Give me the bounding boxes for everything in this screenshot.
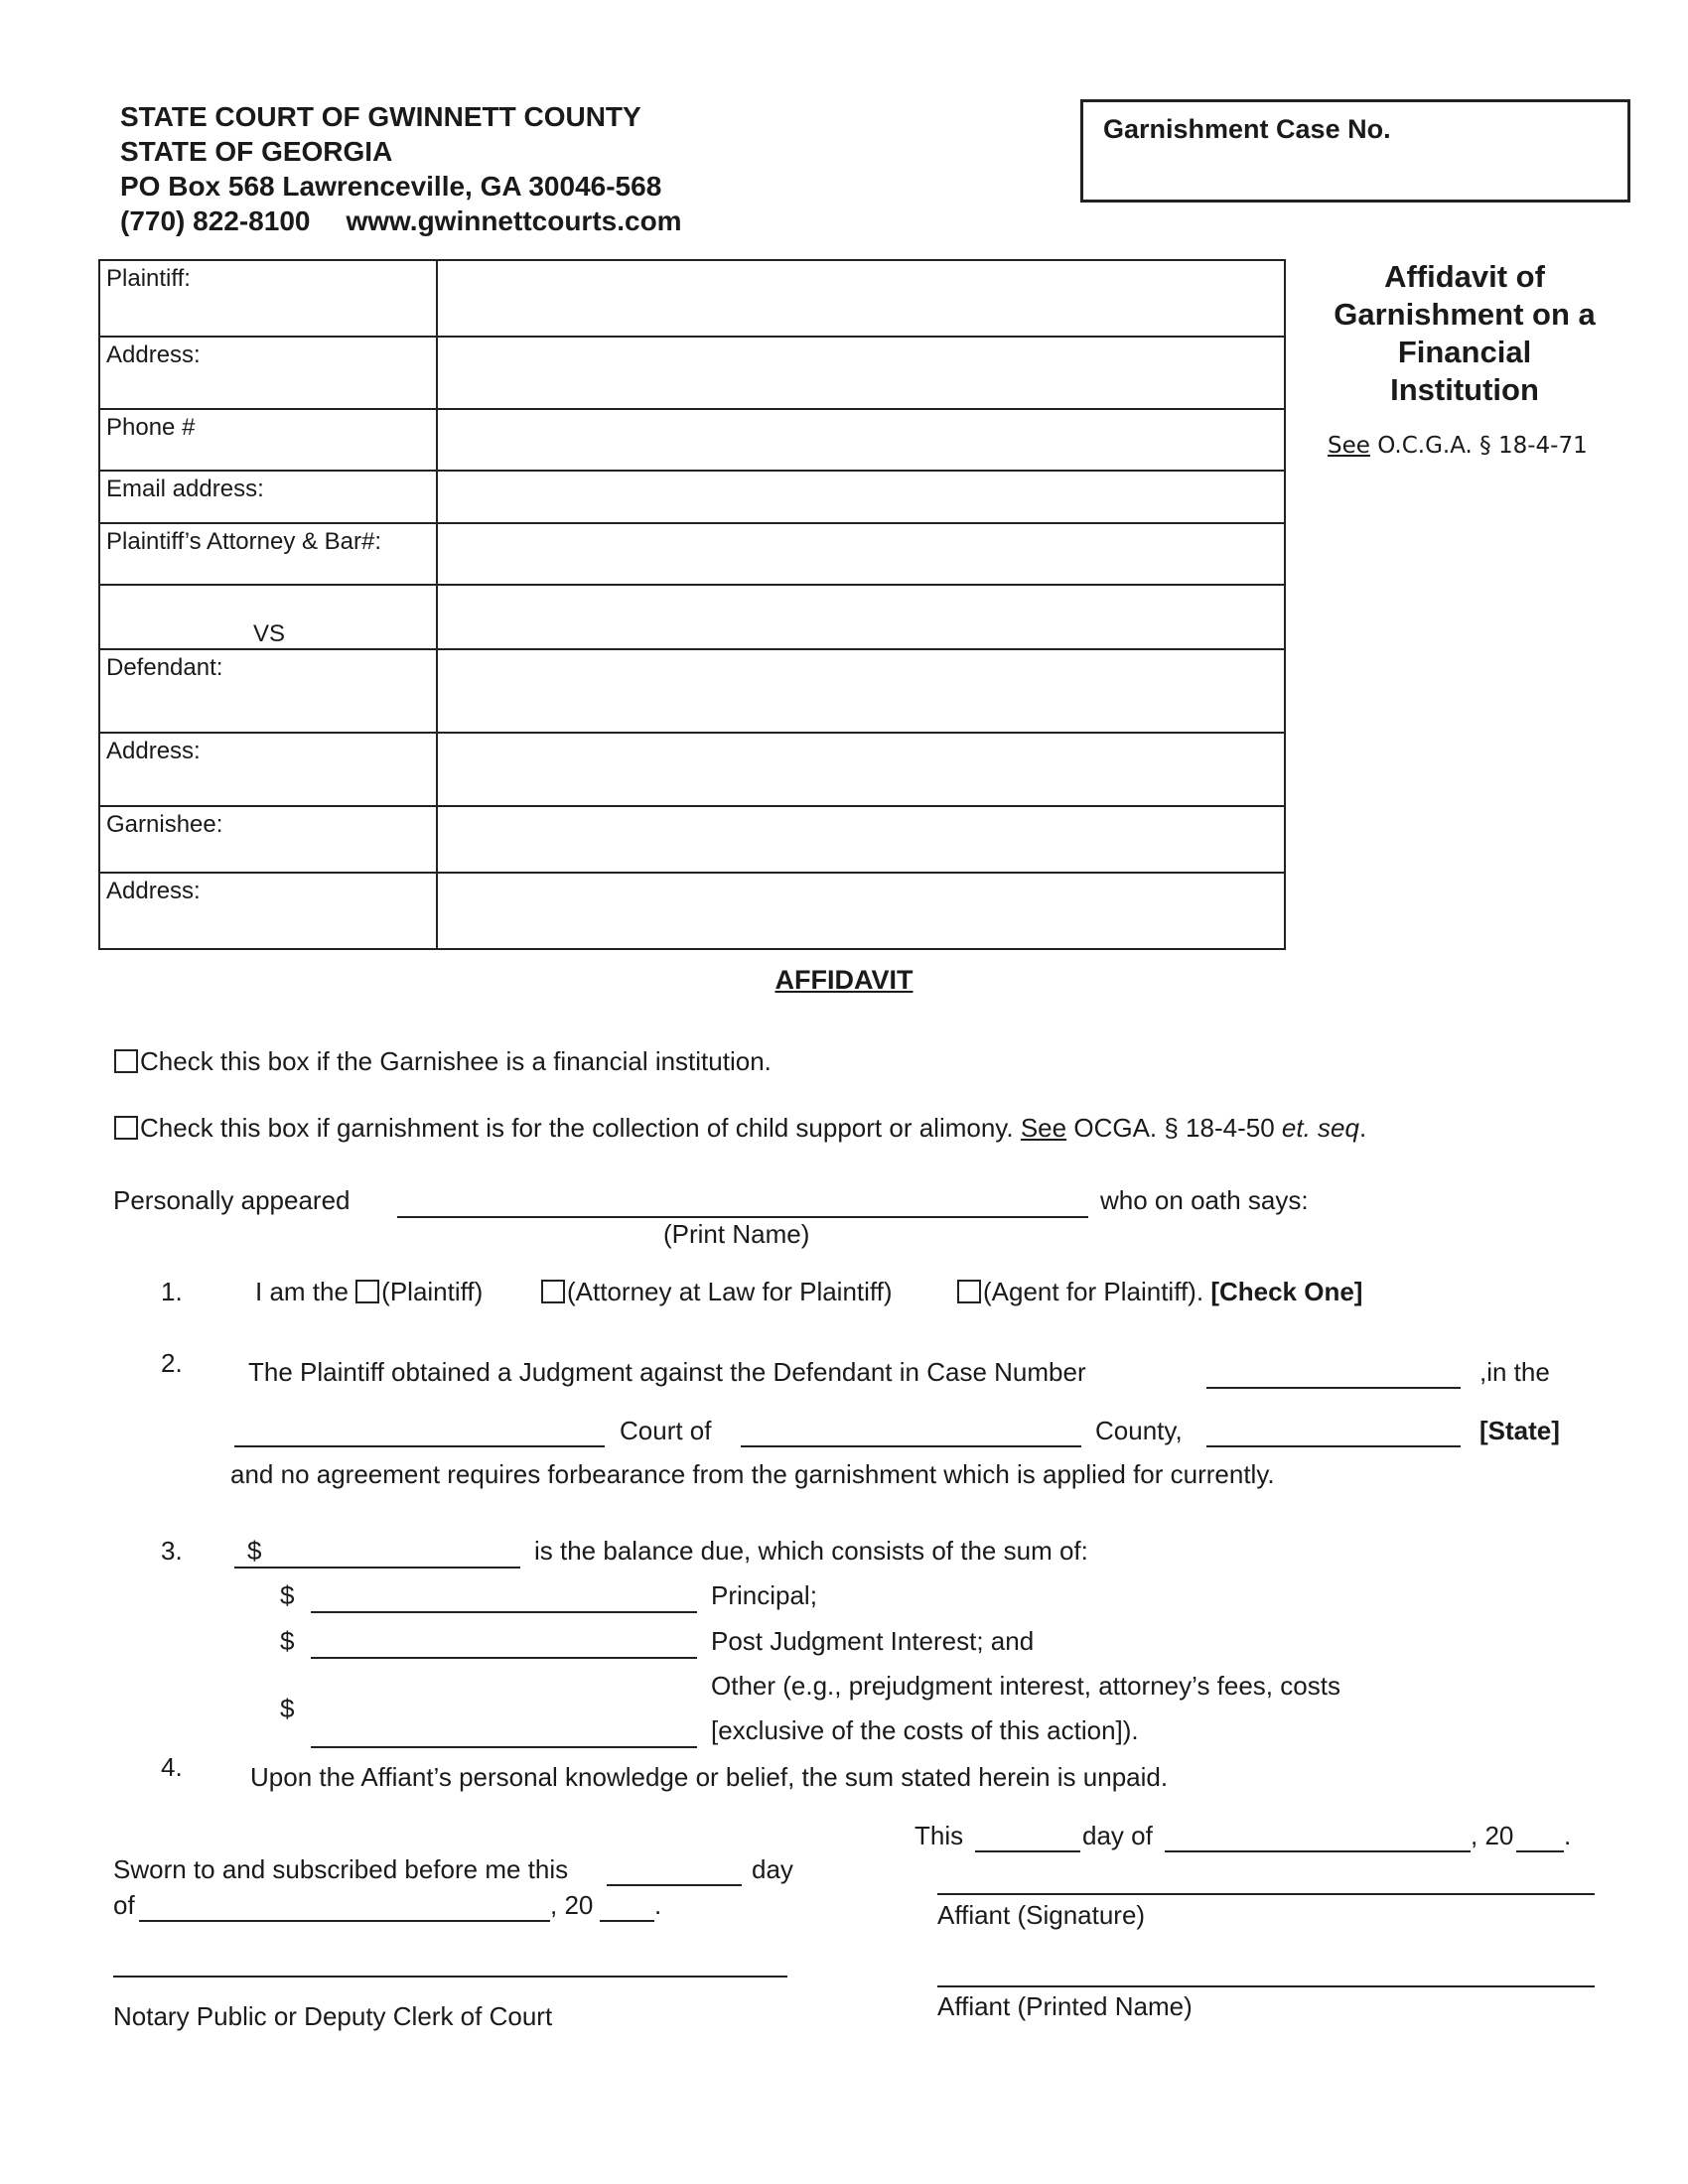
day-of-label: day of [1082,1821,1153,1850]
item-2-number: 2. [161,1348,183,1378]
sworn-day-field[interactable] [607,1884,742,1886]
child-support-etseq: et. seq [1281,1113,1359,1143]
agent-role-row [957,1277,1362,1307]
form-title-line: Institution [1390,372,1539,407]
court-address: PO Box 568 Lawrenceville, GA 30046-568 [120,171,662,202]
attorney-role-checkbox[interactable] [541,1280,565,1303]
statute-code: O.C.G.A. § 18-4-71 [1377,433,1588,459]
this-label: This [914,1821,964,1850]
vs-field[interactable] [437,585,1285,649]
other-dollar-sign: $ [280,1694,295,1723]
notary-label: Notary Public or Deputy Clerk of Court [113,2001,553,2031]
table-row [99,471,1285,523]
item-4-number: 4. [161,1752,183,1782]
item-3-number: 3. [161,1536,183,1566]
balance-due-field[interactable] [234,1567,520,1569]
child-support-statute: OCGA. § 18-4-50 [1073,1113,1275,1143]
court-of-label: Court of [620,1416,712,1445]
post-judgment-interest-field[interactable] [311,1657,697,1659]
child-support-label: Check this box if garnishment is for the collection of child support or alimony. [140,1113,1014,1143]
agent-role-checkbox[interactable] [957,1280,981,1303]
sworn-label: Sworn to and subscribed before me this [113,1854,569,1884]
affidavit-title [0,965,1688,996]
check-one-label: [Check One] [1210,1277,1363,1306]
affiant-name-field[interactable] [397,1216,1088,1218]
case-number-label: Garnishment Case No. [1103,114,1391,144]
day-label: day [752,1854,793,1884]
court-state: STATE OF GEORGIA [120,136,393,167]
court-contact [120,204,682,238]
table-row [99,649,1285,733]
affiant-month-field[interactable] [1165,1850,1471,1852]
county-label: County, [1095,1416,1183,1445]
principal-field[interactable] [311,1611,697,1613]
county-field[interactable] [741,1445,1081,1447]
year-prefix: , 20 [1471,1821,1514,1850]
defendant-address-field[interactable] [437,733,1285,806]
garnishee-address-field[interactable] [437,873,1285,949]
email-label: Email address: [99,471,437,523]
form-title-line: Garnishment on a [1334,297,1596,332]
table-row [99,260,1285,337]
plaintiff-field[interactable] [437,260,1285,337]
form-title-line: Financial [1397,335,1532,369]
affiant-year-field[interactable] [1516,1850,1564,1852]
of-label: of [113,1890,135,1920]
plaintiff-address-label: Address: [99,337,437,409]
garnishee-field[interactable] [437,806,1285,873]
other-label: Other (e.g., prejudgment interest, attorney’s fees, costs [711,1671,1340,1701]
principal-label: Principal; [711,1580,817,1610]
other-label-continued: [exclusive of the costs of this action]). [711,1715,1139,1745]
financial-institution-row [114,1046,772,1077]
sworn-year-field[interactable] [600,1920,654,1922]
form-title-line: Affidavit of [1384,259,1545,294]
table-row [99,873,1285,949]
affiant-printed-name-label: Affiant (Printed Name) [937,1991,1193,2021]
agent-role-label: (Agent for Plaintiff). [983,1277,1204,1306]
defendant-address-label: Address: [99,733,437,806]
child-support-checkbox[interactable] [114,1116,138,1140]
plaintiff-address-field[interactable] [437,337,1285,409]
child-support-see: See [1020,1113,1067,1143]
other-costs-field[interactable] [311,1746,697,1748]
affidavit-title-text: AFFIDAVIT [774,965,914,995]
table-row [99,409,1285,471]
phone-label: Phone # [99,409,437,471]
item-1-number: 1. [161,1277,183,1306]
attorney-field[interactable] [437,523,1285,585]
table-row [99,806,1285,873]
case-number-field[interactable] [1206,1387,1461,1389]
principal-dollar-sign: $ [280,1580,295,1610]
defendant-field[interactable] [437,649,1285,733]
attorney-role-label: (Attorney at Law for Plaintiff) [567,1277,893,1306]
affiant-signature-label: Affiant (Signature) [937,1900,1146,1930]
balance-label: is the balance due, which consists of the sum of: [534,1536,1088,1566]
state-field[interactable] [1206,1445,1461,1447]
table-row [99,733,1285,806]
item-2-text: The Plaintiff obtained a Judgment against the Defendant in Case Number [248,1357,1086,1387]
appeared-label: Personally appeared [113,1185,351,1215]
financial-institution-checkbox[interactable] [114,1049,138,1073]
court-header [120,99,682,238]
plaintiff-role-label: (Plaintiff) [381,1277,484,1306]
table-row [99,523,1285,585]
table-row [99,337,1285,409]
financial-institution-label: Check this box if the Garnishee is a financial institution. [140,1046,772,1076]
item-4-text: Upon the Affiant’s personal knowledge or belief, the sum stated herein is unpaid. [250,1762,1169,1792]
balance-dollar-sign: $ [247,1536,262,1566]
notary-signature-line[interactable] [113,1976,787,1978]
phone-field[interactable] [437,409,1285,471]
item-2-forbearance: and no agreement requires forbearance from the garnishment which is applied for currently. [230,1459,1275,1489]
item-1-row [255,1277,483,1307]
email-field[interactable] [437,471,1285,523]
post-judgment-label: Post Judgment Interest; and [711,1626,1035,1656]
sworn-year-prefix: , 20 [550,1890,594,1920]
interest-dollar-sign: $ [280,1626,295,1656]
print-name-label: (Print Name) [663,1219,810,1249]
oath-label: who on oath says: [1100,1185,1309,1215]
attorney-role-row [541,1277,893,1307]
period: . [1564,1821,1572,1850]
plaintiff-label: Plaintiff: [99,260,437,337]
child-support-period: . [1358,1113,1367,1143]
parties-table [98,259,1286,950]
court-website: www.gwinnettcourts.com [346,205,682,236]
plaintiff-role-checkbox[interactable] [355,1280,379,1303]
attorney-label: Plaintiff’s Attorney & Bar#: [99,523,437,585]
court-name-field[interactable] [234,1445,605,1447]
case-number-box[interactable] [1080,99,1630,203]
garnishee-address-label: Address: [99,873,437,949]
vs-label: VS [99,585,437,649]
item-2-inthe: ,in the [1479,1357,1550,1387]
sworn-period: . [654,1890,662,1920]
item-1-label: I am the [255,1277,349,1306]
see-label: See [1328,433,1370,459]
child-support-row [114,1113,1366,1144]
defendant-label: Defendant: [99,649,437,733]
court-name: STATE COURT OF GWINNETT COUNTY [120,101,641,132]
affiant-signature-line[interactable] [937,1893,1595,1895]
affiant-printed-name-line[interactable] [937,1985,1595,1987]
state-label: [State] [1479,1416,1560,1445]
statute-reference [1328,433,1588,459]
form-title [1301,258,1628,409]
court-phone: (770) 822-8100 [120,205,311,236]
affiant-day-field[interactable] [975,1850,1080,1852]
table-row [99,585,1285,649]
sworn-month-field[interactable] [139,1920,550,1922]
garnishee-label: Garnishee: [99,806,437,873]
